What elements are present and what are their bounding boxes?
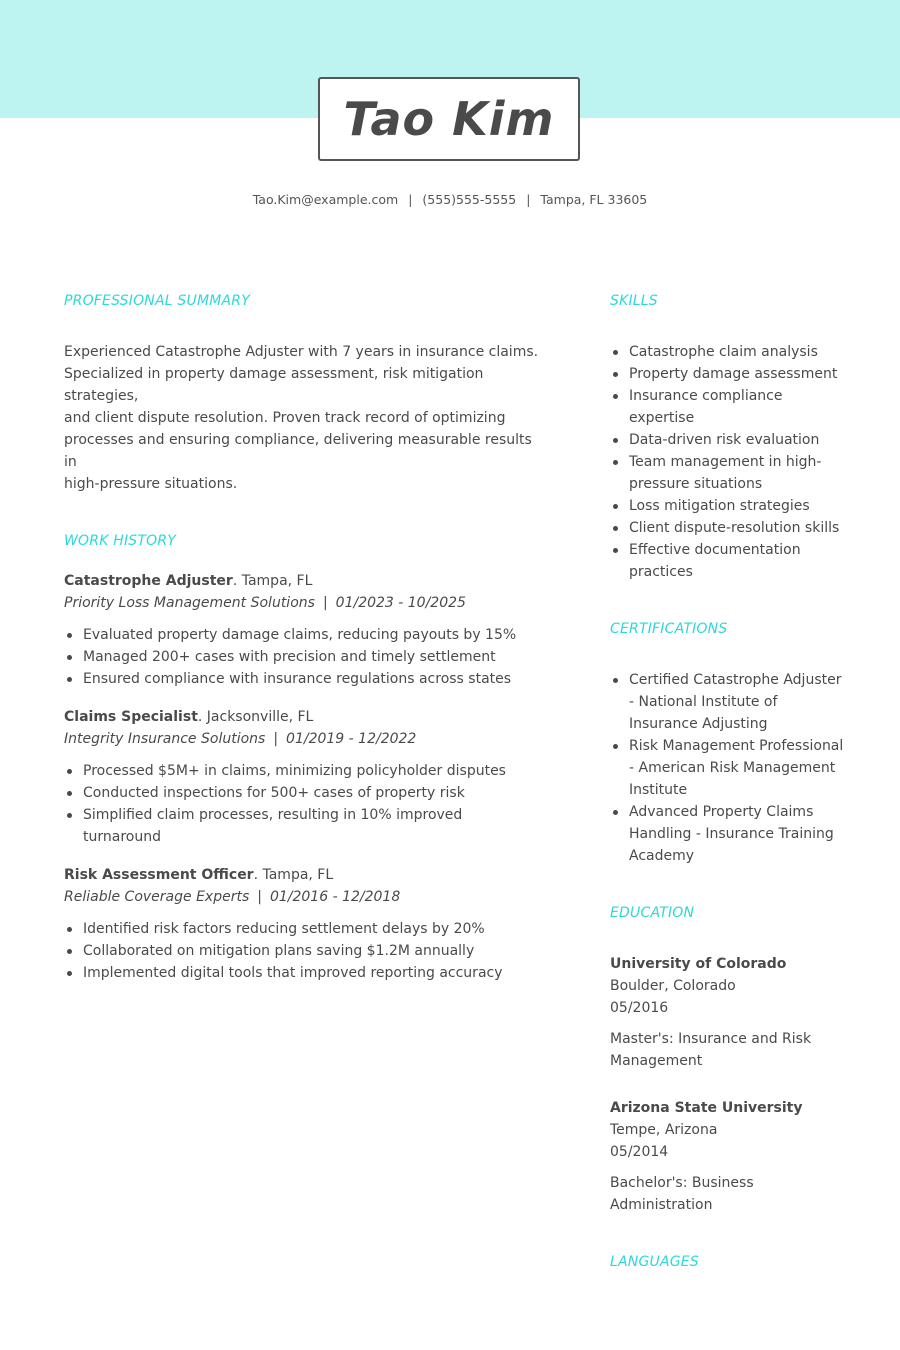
job-company-line bbox=[64, 728, 544, 750]
job-entry bbox=[64, 570, 544, 690]
job-bullet: Collaborated on mitigation plans saving $1.2M annually bbox=[64, 940, 544, 962]
job-title-line bbox=[64, 706, 544, 728]
skill-item: Insurance compliance expertise bbox=[610, 385, 850, 429]
location-text: Tampa, FL 33605 bbox=[540, 192, 648, 207]
job-bullet: Conducted inspections for 500+ cases of property risk bbox=[64, 782, 544, 804]
job-bullet: Managed 200+ cases with precision and timely settlement bbox=[64, 646, 544, 668]
certifications-heading: CERTIFICATIONS bbox=[610, 621, 728, 637]
education-heading: EDUCATION bbox=[610, 905, 695, 921]
languages-heading: LANGUAGES bbox=[610, 1254, 699, 1270]
summary-heading: PROFESSIONAL SUMMARY bbox=[64, 293, 250, 309]
company-separator: | bbox=[273, 731, 279, 747]
skills-list bbox=[610, 341, 850, 583]
skill-item: Data-driven risk evaluation bbox=[610, 429, 850, 451]
education-degree: Bachelor's: Business Administration bbox=[610, 1175, 754, 1213]
education-date: 05/2016 bbox=[610, 1000, 669, 1016]
job-bullet: Implemented digital tools that improved reporting accuracy bbox=[64, 962, 544, 984]
job-company: Priority Loss Management Solutions bbox=[64, 595, 315, 611]
summary-line: and client dispute resolution. Proven track record of optimizing bbox=[64, 410, 506, 426]
contact-separator: | bbox=[408, 192, 413, 207]
job-location: . Jacksonville, FL bbox=[197, 709, 314, 725]
job-bullet: Identified risk factors reducing settlement delays by 20% bbox=[64, 918, 544, 940]
summary-line: Experienced Catastrophe Adjuster with 7 years in insurance claims. bbox=[64, 344, 539, 360]
job-bullets bbox=[64, 918, 544, 984]
job-bullet: Evaluated property damage claims, reducing payouts by 15% bbox=[64, 624, 544, 646]
certification-item: Advanced Property Claims Handling - Insurance Training Academy bbox=[610, 801, 850, 867]
job-bullet: Simplified claim processes, resulting in 10% improved turnaround bbox=[64, 804, 544, 848]
job-entry bbox=[64, 864, 544, 984]
contact-line bbox=[0, 192, 900, 207]
job-bullets bbox=[64, 624, 544, 690]
education-degree: Master's: Insurance and Risk Management bbox=[610, 1031, 812, 1069]
skill-item: Catastrophe claim analysis bbox=[610, 341, 850, 363]
education-school: Arizona State University bbox=[610, 1100, 803, 1116]
job-dates: 01/2016 - 12/2018 bbox=[269, 889, 401, 905]
job-title: Claims Specialist bbox=[64, 709, 198, 725]
job-company-line bbox=[64, 886, 544, 908]
phone-text: (555)555-5555 bbox=[422, 192, 517, 207]
skill-item: Effective documentation practices bbox=[610, 539, 850, 583]
summary-line: Specialized in property damage assessment, risk mitigation strategies, bbox=[64, 366, 484, 404]
name-box bbox=[318, 77, 580, 161]
job-dates: 01/2023 - 10/2025 bbox=[335, 595, 466, 611]
email-text: Tao.Kim@example.com bbox=[252, 192, 399, 207]
job-dates: 01/2019 - 12/2022 bbox=[286, 731, 417, 747]
education-place: Boulder, Colorado bbox=[610, 978, 736, 994]
certification-item: Risk Management Professional - American Risk Management Institute bbox=[610, 735, 850, 801]
job-title-line bbox=[64, 864, 544, 886]
job-title: Catastrophe Adjuster bbox=[64, 573, 233, 589]
skill-item: Team management in high-pressure situations bbox=[610, 451, 850, 495]
left-column bbox=[64, 290, 544, 984]
job-title: Risk Assessment Officer bbox=[64, 867, 254, 883]
right-column bbox=[610, 290, 850, 1273]
education-school: University of Colorado bbox=[610, 956, 787, 972]
education-date: 05/2014 bbox=[610, 1144, 669, 1160]
education-entry bbox=[610, 1097, 850, 1216]
education-place: Tempe, Arizona bbox=[610, 1122, 718, 1138]
job-bullets bbox=[64, 760, 544, 848]
job-company: Integrity Insurance Solutions bbox=[64, 731, 266, 747]
job-bullet: Processed $5M+ in claims, minimizing policyholder disputes bbox=[64, 760, 544, 782]
education-entry bbox=[610, 953, 850, 1072]
job-location: . Tampa, FL bbox=[253, 867, 334, 883]
job-entry bbox=[64, 706, 544, 848]
work-history-heading: WORK HISTORY bbox=[64, 533, 177, 549]
certification-item: Certified Catastrophe Adjuster - National Institute of Insurance Adjusting bbox=[610, 669, 850, 735]
certifications-list bbox=[610, 669, 850, 867]
job-company-line bbox=[64, 592, 544, 614]
job-bullet: Ensured compliance with insurance regulations across states bbox=[64, 668, 544, 690]
summary-line: processes and ensuring compliance, delivering measurable results in bbox=[64, 432, 532, 470]
skill-item: Client dispute-resolution skills bbox=[610, 517, 850, 539]
contact-separator: | bbox=[526, 192, 531, 207]
job-location: . Tampa, FL bbox=[232, 573, 313, 589]
summary-line: high-pressure situations. bbox=[64, 476, 238, 492]
summary-text bbox=[64, 341, 544, 495]
job-company: Reliable Coverage Experts bbox=[64, 889, 250, 905]
skills-heading: SKILLS bbox=[610, 293, 658, 309]
skill-item: Loss mitigation strategies bbox=[610, 495, 850, 517]
company-separator: | bbox=[322, 595, 328, 611]
skill-item: Property damage assessment bbox=[610, 363, 850, 385]
candidate-name: Tao Kim bbox=[343, 92, 555, 146]
company-separator: | bbox=[257, 889, 262, 905]
job-title-line bbox=[64, 570, 544, 592]
